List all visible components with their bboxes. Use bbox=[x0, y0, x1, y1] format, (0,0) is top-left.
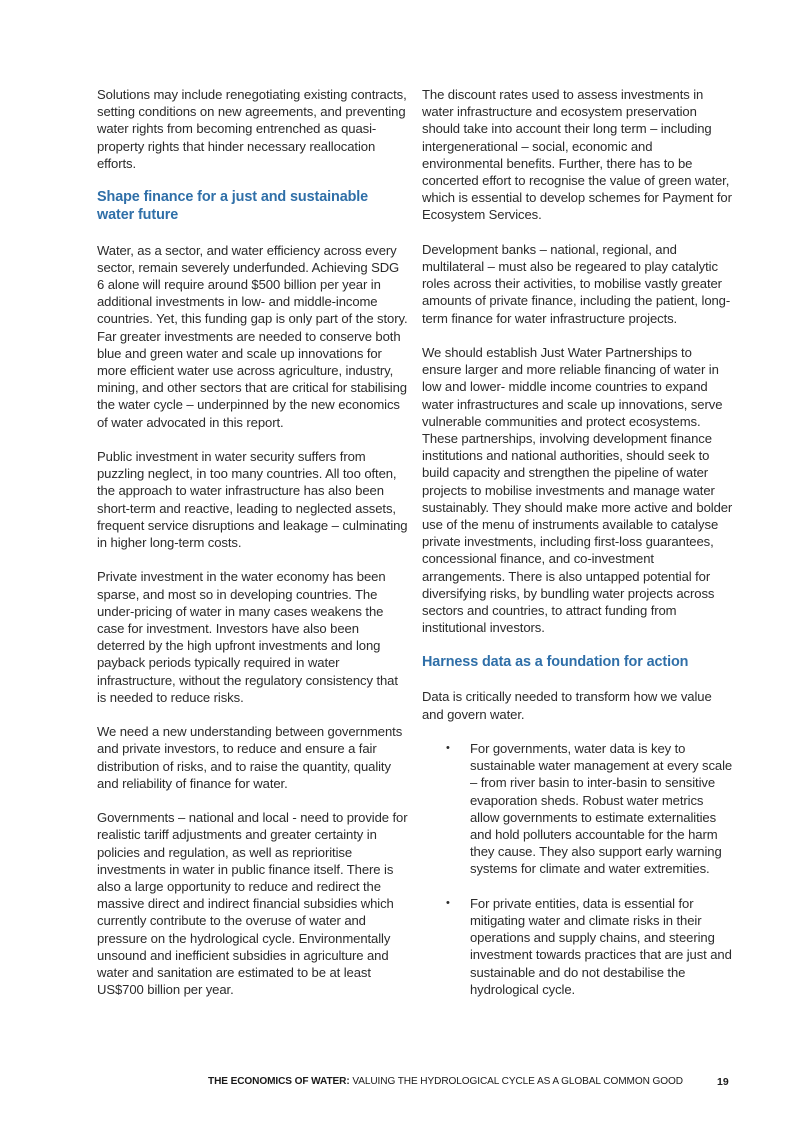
list-item bbox=[422, 895, 734, 998]
list-item-text: For governments, water data is key to sustainable water management at every scale – from river basin to inter-basin to sensitive evaporation sheds. Robust water metrics allow governments to estimate externalities and hold polluters accountable for the harm they cause. They also support early warning systems for climate and water extremities. bbox=[470, 741, 733, 877]
paragraph-private-investment: Private investment in the water economy has been sparse, and most so in developing countries. The under-pricing of water in many cases weakens the case for investment. Investors have also been deterred by the high upfront investments and long payback periods typically required in water infrastructure, without the regulatory consistency that is needed to reduce risks. bbox=[97, 569, 398, 705]
paragraph-development-banks: Development banks – national, regional, and multilateral – must also be regeared to play catalytic roles across their activities, to mobilise vastly greater amounts of private finance, including the patient, long-term finance for water infrastructure projects. bbox=[422, 241, 731, 326]
list-item-text: For private entities, data is essential for mitigating water and climate risks in their operations and supply chains, and steering investment towards practices that are just and sustainable and do not destabilise the hydrological cycle. bbox=[470, 895, 732, 997]
bullet-list bbox=[422, 740, 734, 998]
page-number: 19 bbox=[717, 1076, 729, 1088]
paragraph-just-water-partnerships: We should establish Just Water Partnerships to ensure larger and more reliable financing of water in low and lower- middle income countries to expand water infrastructures and scale up innovations, serve vulnerable communities and protect ecosystems. These partnerships, involving development finance institutions and national authorities, should seek to build capacity and strengthen the pipeline of water projects to mobilise investments and manage water sustainably. They should make more active and bolder use of the menu of instruments available to catalyse private investments, including first-loss guarantees, concessional finance, and co-investment arrangements. There is also untapped potential for diversifying risks, by bundling water projects across sectors and countries, to attract funding from institutional investors. bbox=[422, 345, 733, 636]
paragraph-solutions: Solutions may include renegotiating existing contracts, setting conditions on new agreements, and preventing water rights from becoming entrenched as quasi-property rights that hinder necessary reallocation efforts. bbox=[97, 87, 407, 171]
paragraph-governments: Governments – national and local - need to provide for realistic tariff adjustments and greater certainty in policies and regulation, as well as reprioritise investments in water in public finance itself. There is also a large opportunity to reduce and redirect the massive direct and indirect financial subsidies which currently contribute to the overuse of water and pressure on the hydrological cycle. Environmentally unsound and inefficient subsidies in agriculture and water and sanitation are estimated to be at least US$700 billion per year. bbox=[97, 810, 408, 998]
bullet-icon: • bbox=[446, 896, 450, 909]
section-heading-shape-finance: Shape finance for a just and sustainable water future bbox=[97, 189, 369, 223]
running-footer bbox=[208, 1075, 683, 1089]
paragraph-discount-rates: The discount rates used to assess investments in water infrastructure and ecosystem preservation should take into account their long term – including intergenerational – social, economic and environmental benefits. Further, there has to be concerted effort to recognise the value of green water, which is essential to develop schemes for Payment for Ecosystem Services. bbox=[422, 87, 732, 223]
paragraph-public-investment: Public investment in water security suffers from puzzling neglect, in too many countries. All too often, the approach to water infrastructure has also been short-term and reactive, leading to neglected assets, frequent service disruptions and leakage – culminating in higher long-term costs. bbox=[97, 449, 408, 551]
left-column bbox=[97, 86, 409, 1016]
bullet-icon: • bbox=[446, 742, 450, 755]
right-column bbox=[422, 86, 734, 1015]
footer-title-bold: THE ECONOMICS OF WATER: bbox=[208, 1076, 350, 1087]
paragraph-underfunded: Water, as a sector, and water efficiency across every sector, remain severely underfunded. Achieving SDG 6 alone will require around $500 billion per year in additional investments in low- and middle-income countries. Yet, this funding gap is only part of the story. Far greater investments are needed to conserve both blue and green water and scale up innovations for more efficient water use across agriculture, industry, mining, and other sectors that are critical for stabilising the water cycle – underpinned by the new economics of water advocated in this report. bbox=[97, 242, 408, 430]
section-heading-harness-data: Harness data as a foundation for action bbox=[422, 653, 689, 670]
footer-title-rest: VALUING THE HYDROLOGICAL CYCLE AS A GLOBAL COMMON GOOD bbox=[349, 1076, 683, 1087]
paragraph-data-needed: Data is critically needed to transform how we value and govern water. bbox=[422, 689, 712, 722]
paragraph-new-understanding: We need a new understanding between governments and private investors, to reduce and ensure a fair distribution of risks, and to raise the quantity, quality and reliability of finance for water. bbox=[97, 724, 403, 791]
list-item bbox=[422, 740, 734, 878]
